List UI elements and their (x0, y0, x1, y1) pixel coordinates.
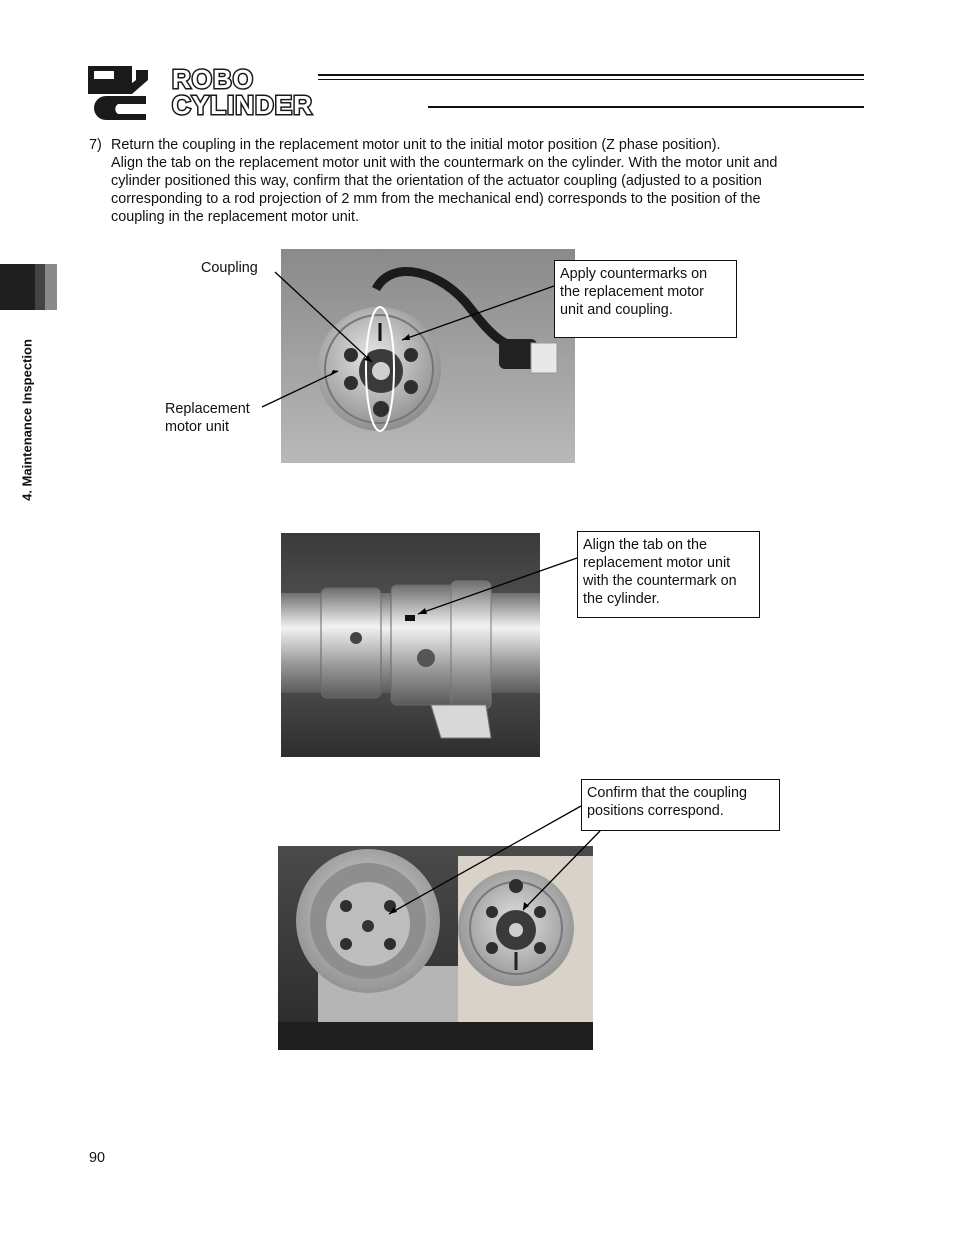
step-line: Align the tab on the replacement motor unit with the countermark on the cylinder. With the motor unit and (111, 155, 778, 171)
callout-confirm-coupling: Confirm that the coupling positions correspond. (581, 779, 780, 831)
label-coupling: Coupling (201, 260, 258, 276)
leader-confirm-left (389, 806, 581, 914)
step-line: Return the coupling in the replacement motor unit to the initial motor position (Z phase position). (111, 137, 721, 153)
page-number: 90 (89, 1150, 106, 1166)
leader-confirm-right (523, 831, 600, 910)
leader-coupling (275, 272, 372, 362)
step-line: cylinder positioned this way, confirm that the orientation of the actuator coupling (adjusted to a position (111, 173, 762, 189)
callout-align-tab: Align the tab on the replacement motor unit with the countermark on the cylinder. (577, 531, 760, 618)
step-line: coupling in the replacement motor unit. (111, 209, 359, 225)
label-replacement-motor-unit: Replacement motor unit (165, 401, 250, 435)
step-number: 7) (89, 137, 102, 153)
chapter-label: 4. Maintenance Inspection (19, 339, 35, 501)
leader-motor-unit (262, 371, 338, 407)
leader-countermarks (402, 286, 554, 340)
logo-line-cylinder: CYLINDER (172, 90, 313, 120)
callout-apply-countermarks: Apply countermarks on the replacement motor unit and coupling. (554, 260, 737, 338)
step-line: corresponding to a rod projection of 2 mm from the mechanical end) corresponds to the position of the (111, 191, 761, 207)
leader-align-tab (418, 558, 577, 614)
logo-line-robo: ROBO (172, 64, 254, 94)
